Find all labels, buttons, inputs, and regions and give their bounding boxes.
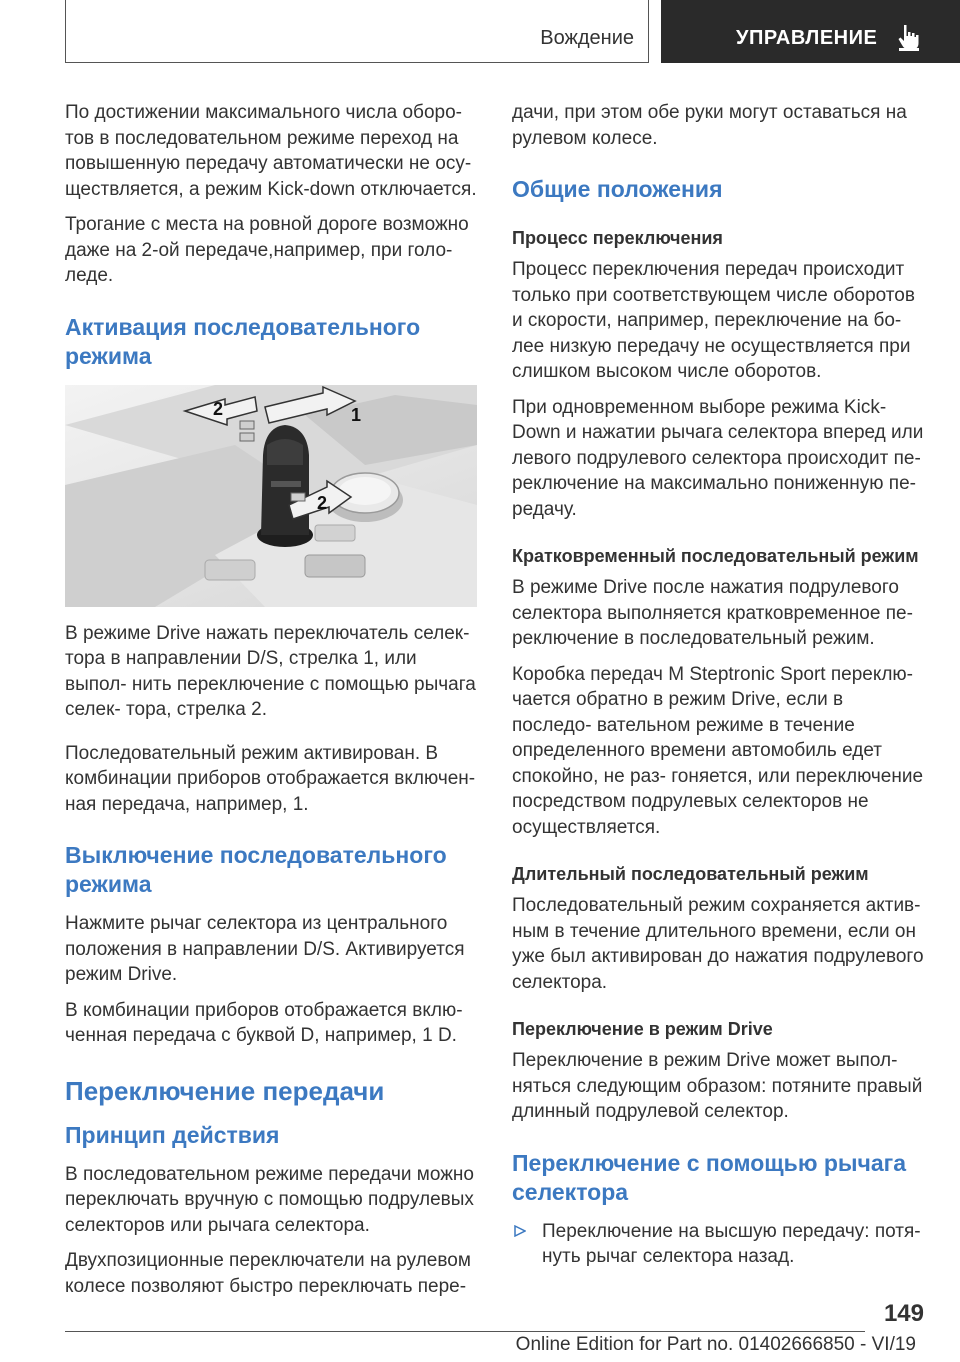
heading-general: Общие положения xyxy=(512,176,723,202)
heading-lever: Переключение с помощью рычага селектора xyxy=(512,1149,907,1205)
heading-principle: Принцип действия xyxy=(65,1121,280,1148)
paragraph: В режиме Drive после нажатия подрулевого селектора выполняется кратковременное пе- реключение в последовательный режим. xyxy=(512,577,913,649)
heading-activation: Активация последовательного режима xyxy=(65,313,421,369)
paragraph: Последовательный режим сохраняется актив- ным в течение длительного времени, если он уже был активирован до нажатия подрулевого селектора. xyxy=(512,895,924,993)
figure-label-2-lower: 2 xyxy=(317,492,328,513)
paragraph: Переключение в режим Drive может выпол- няться следующим образом: потяните правый длинный подрулевой селектор. xyxy=(512,1050,923,1122)
edition-note: Online Edition for Part no. 01402666850 - VI/19 xyxy=(515,1334,916,1355)
heading-deactivation: Выключение последовательного режима xyxy=(65,842,447,897)
triangle-right-icon xyxy=(514,1225,526,1237)
list-item xyxy=(512,1219,924,1270)
paragraph: Процесс переключения передач происходит только при соответствующем числе оборотов и скорости, например, переключение на бо- лее низкую передачу не осуществляется при слишком высоком числе оборотов. xyxy=(512,259,915,382)
paragraph: Последовательный режим активирован. В комбинации приборов отображается включен- ная передача, например, 1. xyxy=(65,742,476,815)
chapter-label: УПРАВЛЕНИЕ xyxy=(736,27,878,49)
gear-selector-illustration xyxy=(65,385,477,607)
paragraph: Нажмите рычаг селектора из центрального положения в направлении D/S. Активируется режим Drive. xyxy=(65,913,465,985)
header-chapter-tab xyxy=(661,0,960,63)
paragraph: В комбинации приборов отображается вклю- ченная передача с буквой D, например, 1 D. xyxy=(65,999,463,1046)
paragraph: По достижении максимального числа оборо- тов в последовательном режиме переход на повышенную передачу автоматически не осу- ществляется, а режим Kick-down отключается. xyxy=(65,102,477,200)
gear-selector-figure xyxy=(65,385,477,607)
figure-label-2-upper: 2 xyxy=(213,398,224,419)
heading-short-mode: Кратковременный последовательный режим xyxy=(512,546,919,566)
paragraph: дачи, при этом обе руки могут оставаться на рулевом колесе. xyxy=(512,102,907,149)
heading-process: Процесс переключения xyxy=(512,228,723,248)
heading-long-mode: Длительный последовательный режим xyxy=(512,864,869,884)
heading-drive: Переключение в режим Drive xyxy=(512,1019,773,1039)
paragraph: Двухпозиционные переключатели на рулевом колесе позволяют быстро переключать пере- xyxy=(65,1250,471,1297)
heading-gearshift: Переключение передачи xyxy=(65,1075,385,1106)
figure-label-1: 1 xyxy=(351,404,362,425)
paragraph: При одновременном выборе режима Kick- Down и нажатии рычага селектора вперед или левого подрулевого селектора происходит пе- реключение на максимально пониженную пе- редачу. xyxy=(512,396,924,520)
paragraph: Коробка передач M Steptronic Sport переклю- чается обратно в режим Drive, если в последо- вательном режиме в течение определенного времени автомобиль едет спокойно, не раз- гоняется, или переключение посредством подрулевых селекторов не осуществляется. xyxy=(512,663,924,838)
header-section-tab xyxy=(65,0,649,63)
hand-pointer-icon xyxy=(895,22,923,52)
page-number: 149 xyxy=(883,1300,924,1327)
footer-divider xyxy=(65,1331,865,1332)
paragraph: В последовательном режиме передачи можно переключать вручную с помощью подрулевых селекторов или рычага селектора. xyxy=(65,1163,474,1236)
bullet-text: Переключение на высшую передачу: потя- нуть рычаг селектора назад. xyxy=(542,1220,921,1267)
section-label: Вождение xyxy=(540,27,634,49)
right-column xyxy=(512,100,924,1280)
paragraph: Трогание с места на ровной дороге возможно даже на 2-ой передаче,например, при голо- леде. xyxy=(65,214,469,286)
left-column xyxy=(65,100,477,1309)
paragraph: В режиме Drive нажать переключатель селек- тора в направлении D/S, стрелка 1, или выпол- нить переключение с помощью рычага селек- тора, стрелка 2. xyxy=(65,622,476,720)
